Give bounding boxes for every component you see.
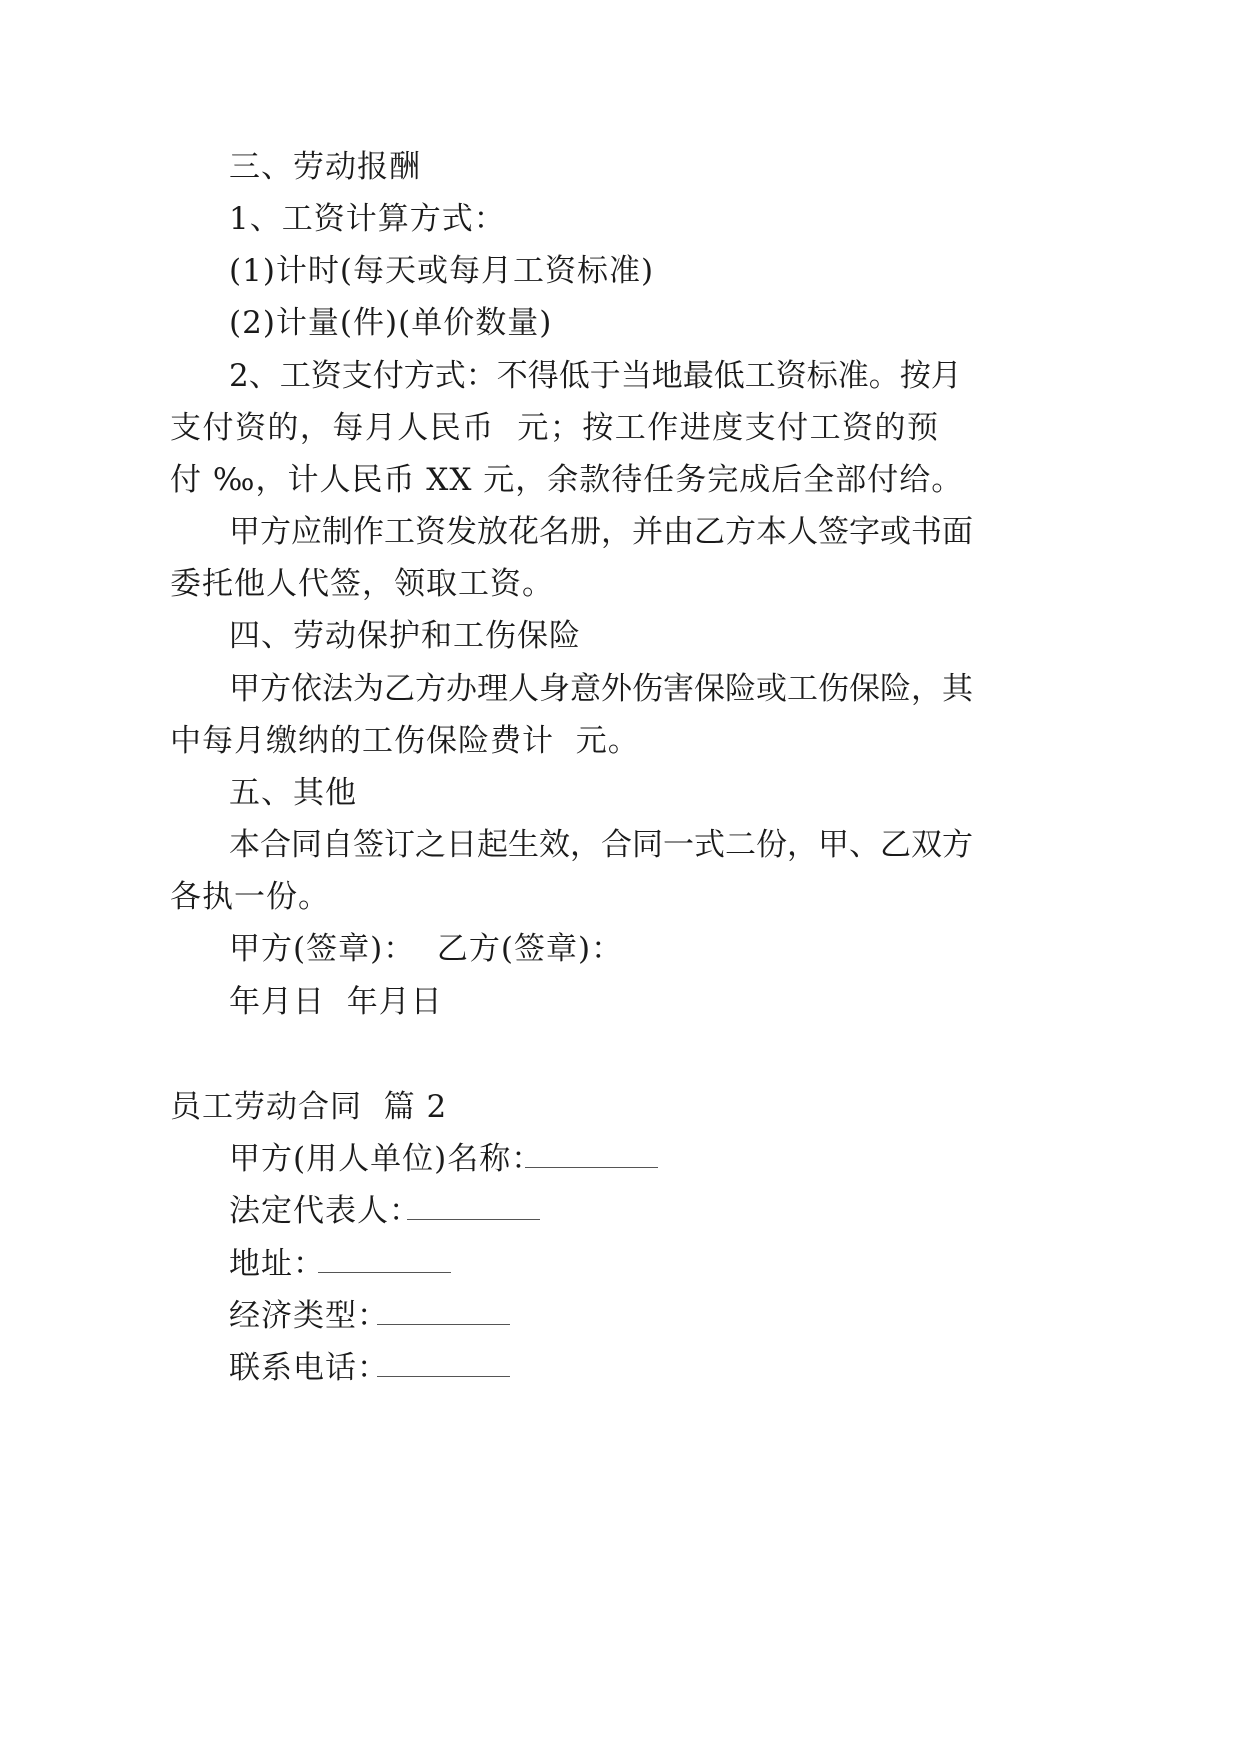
wage-calc-heading: 1、工资计算方式： (229, 201, 506, 237)
field-phone-blank (377, 1376, 510, 1377)
wage-payment-line-2: 支付资的，每月人民币 元；按工作进度支付工资的预 (170, 410, 938, 446)
section3-heading: 三、劳动报酬 (229, 149, 421, 185)
insurance-line-2: 中每月缴纳的工伤保险费计 元。 (170, 723, 640, 759)
field-phone-label: 联系电话： (229, 1350, 389, 1386)
field-address-label: 地址： (229, 1246, 325, 1282)
field-legal-rep-label: 法定代表人： (229, 1193, 421, 1229)
field-employer-name-label: 甲方(用人单位)名称： (229, 1141, 544, 1177)
wage-calc-option-2: (2)计量(件)(单价数量) (229, 305, 553, 341)
wage-payment-line-1: 2、工资支付方式：不得低于当地最低工资标准。按月 (229, 358, 962, 394)
field-legal-rep-blank (407, 1219, 540, 1220)
field-economic-type-blank (377, 1324, 510, 1325)
effective-line-1: 本合同自签订之日起生效，合同一式二份，甲、乙双方 (229, 827, 973, 863)
date-line: 年月日 年月日 (229, 984, 443, 1020)
roster-line-2: 委托他人代签，领取工资。 (170, 566, 554, 602)
wage-payment-line-3: 付 ‰，计人民币 XX 元，余款待任务完成后全部付给。 (170, 462, 964, 498)
field-employer-name-blank (525, 1167, 658, 1168)
wage-calc-option-1: (1)计时(每天或每月工资标准) (229, 253, 655, 289)
field-economic-type-label: 经济类型： (229, 1298, 389, 1334)
section4-heading: 四、劳动保护和工伤保险 (229, 618, 581, 654)
field-address-blank (318, 1272, 451, 1273)
insurance-line-1: 甲方依法为乙方办理人身意外伤害保险或工伤保险，其 (229, 671, 973, 707)
contract2-title: 员工劳动合同 篇 2 (170, 1089, 448, 1125)
signature-line: 甲方(签章)： 乙方(签章)： (229, 931, 624, 967)
effective-line-2: 各执一份。 (170, 879, 330, 915)
roster-line-1: 甲方应制作工资发放花名册，并由乙方本人签字或书面 (229, 514, 973, 550)
section5-heading: 五、其他 (229, 775, 357, 811)
